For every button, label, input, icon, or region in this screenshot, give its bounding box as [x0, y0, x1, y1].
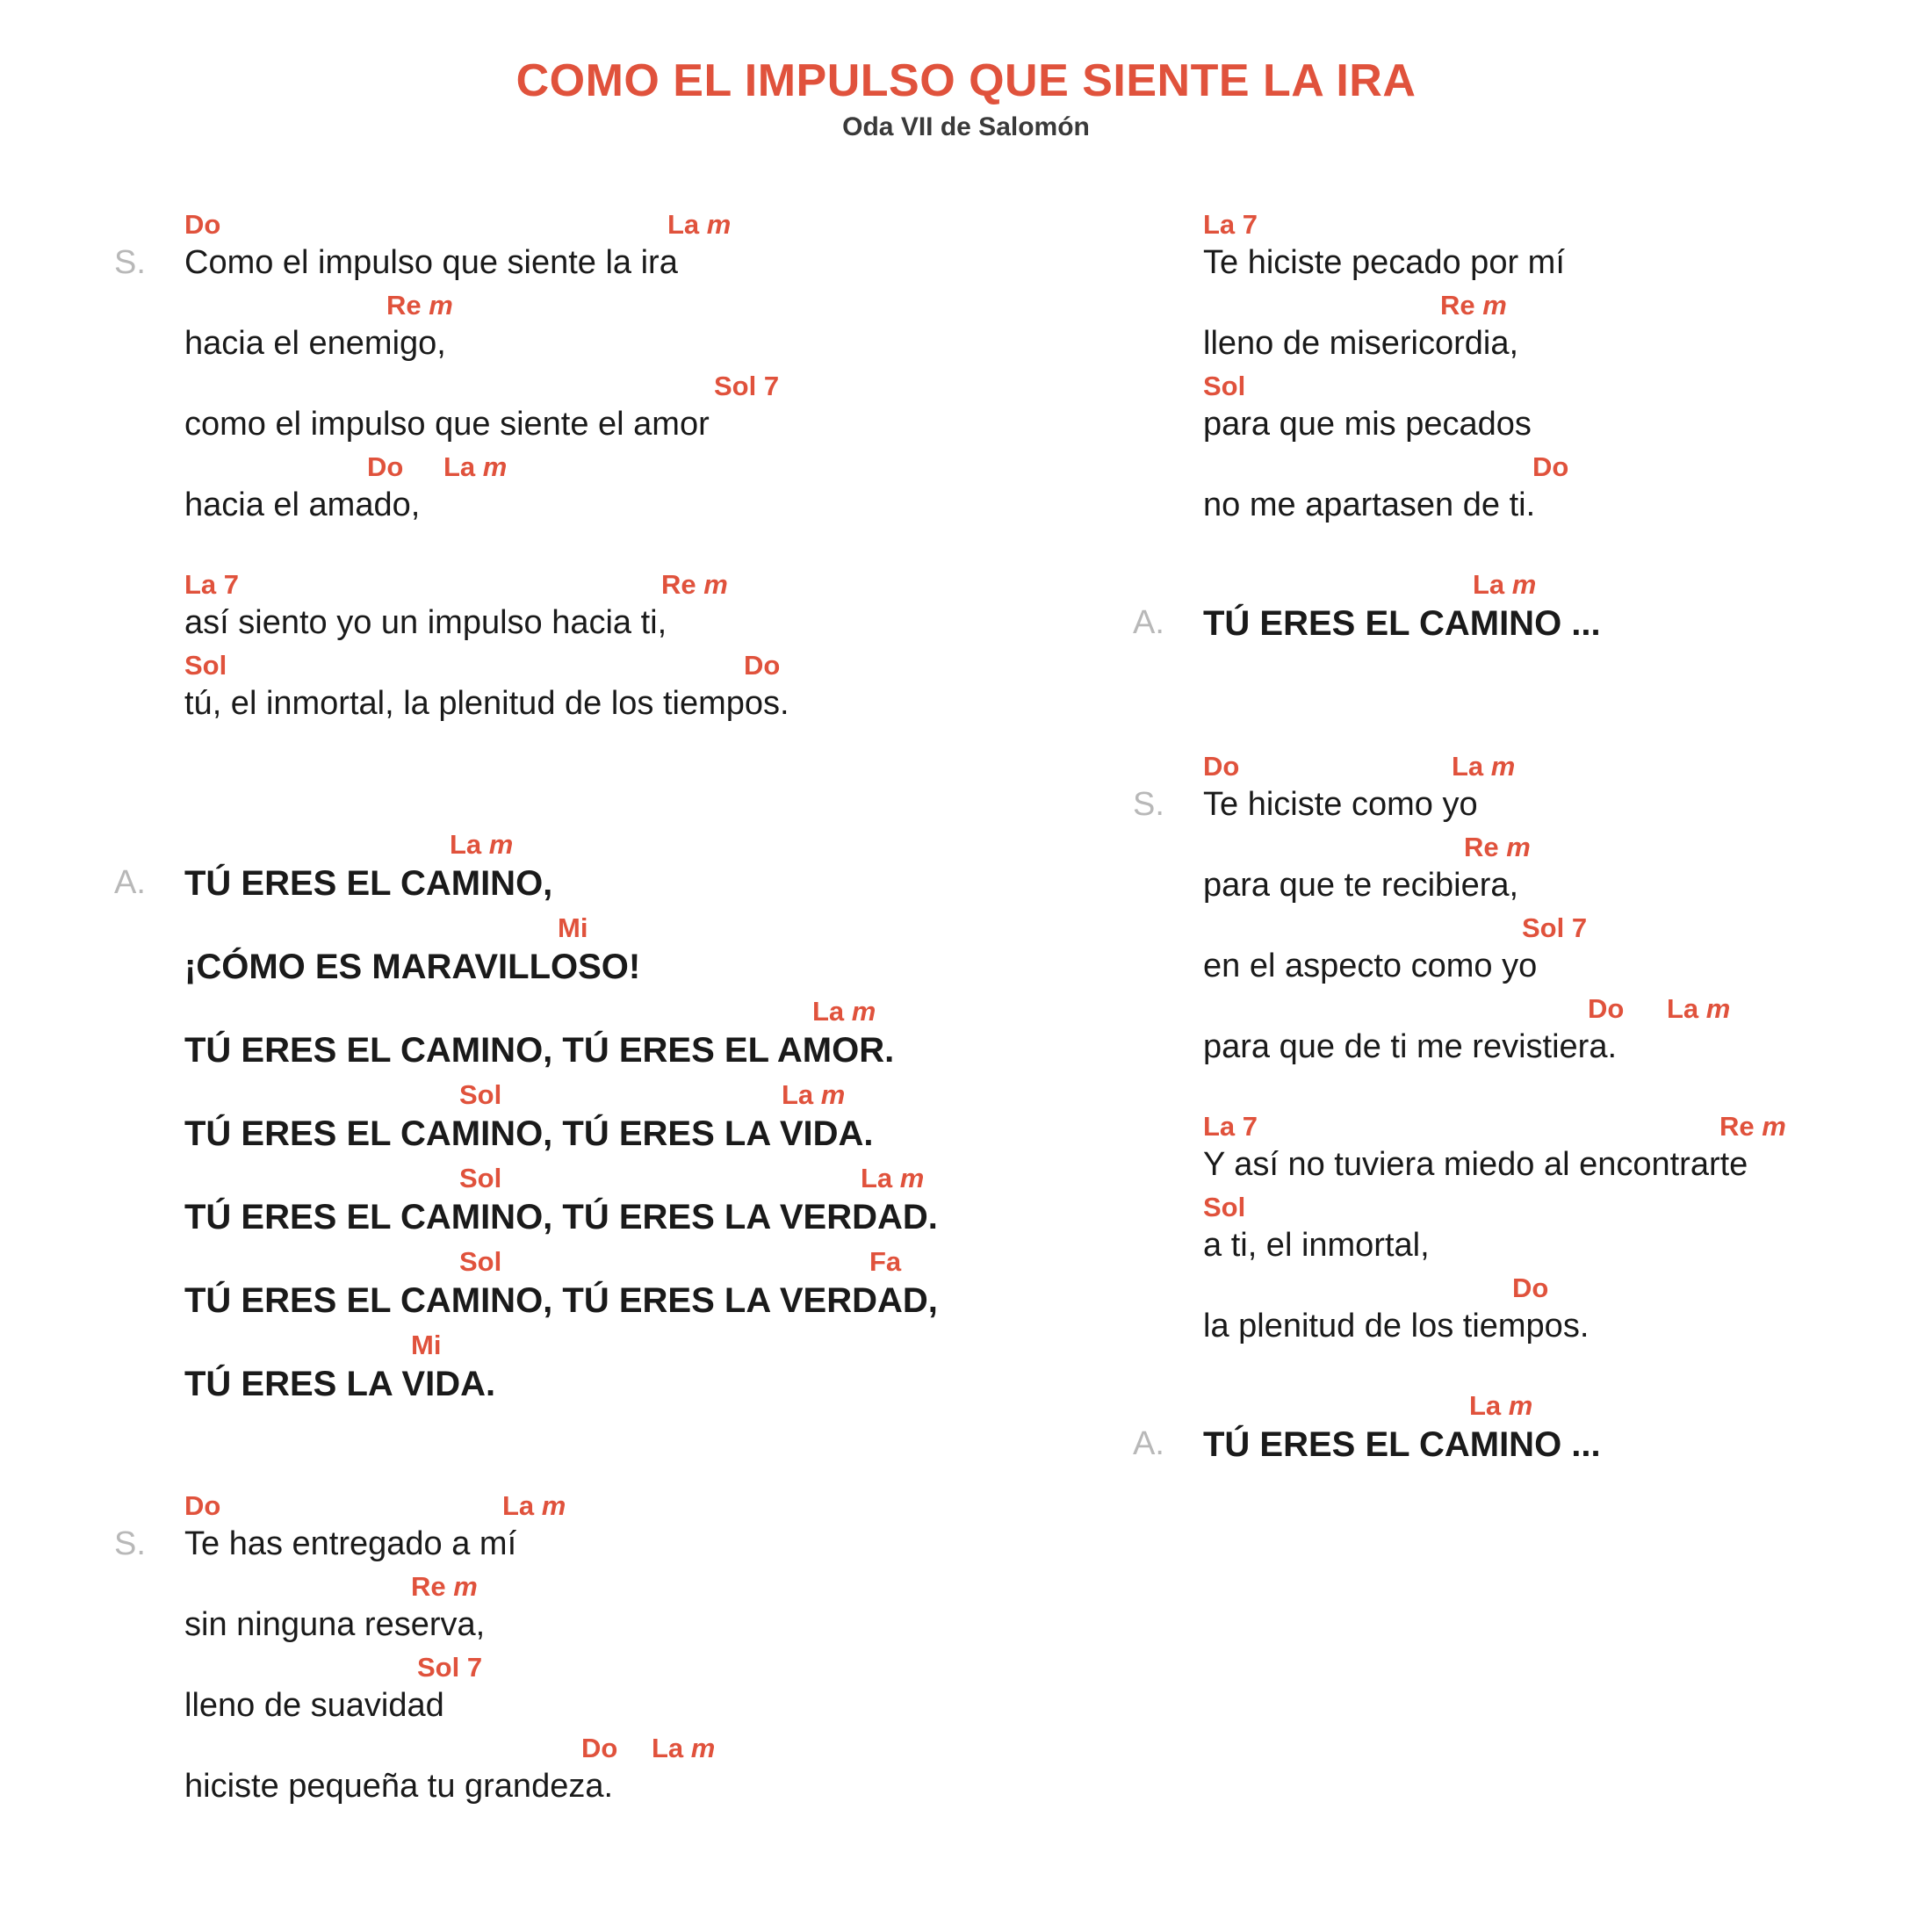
chord-row: [184, 1571, 975, 1603]
chord-row: [1203, 1192, 1932, 1223]
chord: La m: [1452, 751, 1516, 782]
chord: Mi: [411, 1330, 442, 1360]
song-line: [114, 1733, 992, 1813]
chord-row: [184, 650, 975, 681]
chord: Do: [184, 1490, 221, 1521]
song-subtitle: Oda VII de Salomón: [842, 112, 1090, 141]
chord-row: [184, 912, 975, 944]
lyric-text: hacia el enemigo,: [184, 325, 446, 362]
song-line: [1133, 993, 1906, 1074]
chord: Re m: [1440, 290, 1507, 321]
lyric-text: TÚ ERES EL CAMINO, TÚ ERES EL AMOR.: [184, 1031, 895, 1070]
lyric-text: sin ninguna reserva,: [184, 1606, 486, 1643]
chord: La m: [812, 996, 876, 1027]
song-line: [1133, 451, 1906, 532]
chord: Fa: [869, 1246, 902, 1277]
song-line: [114, 650, 992, 731]
chord: Sol: [459, 1163, 502, 1193]
chord: La m: [1473, 569, 1537, 600]
song-line: [1133, 751, 1906, 832]
lyric-text: Te has entregado a mí: [184, 1525, 517, 1562]
chord: La 7: [1203, 209, 1258, 240]
chord: Sol 7: [417, 1652, 483, 1683]
right-column: [1133, 209, 1906, 1474]
chord-row: [1203, 912, 1932, 944]
lyric-text: para que mis pecados: [1203, 406, 1532, 443]
verse-block: [1133, 751, 1906, 1074]
song-line: [1133, 1390, 1906, 1474]
chord-row: [184, 290, 975, 321]
chord-row: [184, 1079, 975, 1111]
chord: La m: [443, 451, 508, 482]
chord: Sol 7: [1522, 912, 1588, 943]
song-line: [1133, 1192, 1906, 1272]
chord-row: [184, 1163, 975, 1194]
song-line: [114, 996, 992, 1079]
lyric-text: en el aspecto como yo: [1203, 948, 1538, 984]
chord: La m: [450, 829, 514, 860]
song-line: [114, 1246, 992, 1330]
lyric-text: para que de ti me revistiera.: [1203, 1028, 1618, 1065]
song-title: COMO EL IMPULSO QUE SIENTE LA IRA: [515, 55, 1417, 106]
chord: Do: [1532, 451, 1569, 482]
chord: La m: [502, 1490, 566, 1521]
song-line: [114, 1330, 992, 1413]
song-line: [114, 1571, 992, 1652]
chord-row: [184, 1330, 975, 1361]
song-line: [114, 829, 992, 912]
part-marker: S.: [1133, 786, 1164, 823]
chord-row: [1203, 832, 1932, 863]
chord: Sol: [1203, 1192, 1246, 1222]
part-marker: A.: [114, 864, 146, 901]
chord-row: [184, 371, 975, 402]
chord-row: [184, 996, 975, 1027]
chord: Do: [744, 650, 781, 681]
chord-row: [184, 829, 975, 861]
chord: Sol 7: [714, 371, 780, 401]
lyric-text: lleno de suavidad: [184, 1687, 444, 1724]
lyric-text: TÚ ERES EL CAMINO ...: [1203, 604, 1601, 643]
chord-row: [1203, 569, 1932, 601]
lyric-text: lleno de misericordia,: [1203, 325, 1519, 362]
part-marker: S.: [114, 1525, 146, 1562]
lyric-text: TÚ ERES EL CAMINO, TÚ ERES LA VERDAD.: [184, 1198, 938, 1236]
chord: Re m: [386, 290, 453, 321]
song-line: [1133, 290, 1906, 371]
chord: Do: [1512, 1272, 1549, 1303]
lyric-text: tú, el inmortal, la plenitud de los tiempos.: [184, 685, 789, 722]
chord: La m: [1667, 993, 1731, 1024]
lyric-text: hiciste pequeña tu grandeza.: [184, 1768, 614, 1805]
lyric-text: no me apartasen de ti.: [1203, 487, 1536, 523]
song-line: [114, 1163, 992, 1246]
song-line: [114, 1652, 992, 1733]
chord: Sol: [459, 1079, 502, 1110]
chord-row: [1203, 993, 1932, 1025]
song-line: [114, 209, 992, 290]
chord: La m: [782, 1079, 846, 1110]
chord-row: [1203, 751, 1932, 782]
chord: Sol: [184, 650, 227, 681]
chord-row: [1203, 1111, 1932, 1143]
lyric-text: TÚ ERES EL CAMINO ...: [1203, 1425, 1601, 1464]
chord-row: [184, 1733, 975, 1764]
lyric-text: Te hiciste como yo: [1203, 786, 1478, 823]
song-line: [114, 451, 992, 532]
lyric-text: como el impulso que siente el amor: [184, 406, 710, 443]
chord: Do: [367, 451, 404, 482]
chord: Do: [1588, 993, 1625, 1024]
lyric-text: así siento yo un impulso hacia ti,: [184, 604, 667, 641]
chord: La m: [1469, 1390, 1533, 1421]
song-line: [1133, 371, 1906, 451]
lyric-text: hacia el amado,: [184, 487, 421, 523]
chord: La m: [667, 209, 732, 240]
lyric-text: Te hiciste pecado por mí: [1203, 244, 1565, 281]
verse-block: [114, 1490, 992, 1813]
song-line: [114, 569, 992, 650]
chord: Do: [581, 1733, 618, 1763]
lyric-text: a ti, el inmortal,: [1203, 1227, 1430, 1264]
lyric-text: TÚ ERES EL CAMINO, TÚ ERES LA VERDAD,: [184, 1281, 938, 1320]
chord-row: [184, 569, 975, 601]
lyric-text: para que te recibiera,: [1203, 867, 1519, 904]
part-marker: S.: [114, 244, 146, 281]
chord: Re m: [661, 569, 728, 600]
chord: Re m: [1464, 832, 1531, 862]
song-line: [114, 1490, 992, 1571]
chord-row: [1203, 209, 1932, 241]
chord: Re m: [1719, 1111, 1786, 1142]
chord-row: [184, 209, 975, 241]
chord-row: [184, 451, 975, 483]
verse-block: [114, 209, 992, 532]
lyric-text: TÚ ERES LA VIDA.: [184, 1365, 496, 1403]
chord-row: [184, 1490, 975, 1522]
song-line: [1133, 209, 1906, 290]
lyric-text: TÚ ERES EL CAMINO, TÚ ERES LA VIDA.: [184, 1114, 874, 1153]
chord-row: [1203, 290, 1932, 321]
chord-row: [1203, 451, 1932, 483]
chord-row: [184, 1652, 975, 1683]
chorus-block: [1133, 1390, 1906, 1474]
song-line: [114, 371, 992, 451]
chord: La 7: [1203, 1111, 1258, 1142]
part-marker: A.: [1133, 1425, 1164, 1462]
verse-block: [1133, 209, 1906, 532]
chord: Sol: [459, 1246, 502, 1277]
song-line: [1133, 912, 1906, 993]
song-line: [1133, 569, 1906, 652]
chord: Re m: [411, 1571, 478, 1602]
chord: Do: [184, 209, 221, 240]
verse-block: [114, 569, 992, 731]
lyric-text: TÚ ERES EL CAMINO,: [184, 864, 553, 903]
song-line: [1133, 1272, 1906, 1353]
lyric-text: la plenitud de los tiempos.: [1203, 1308, 1590, 1344]
chord: Mi: [558, 912, 588, 943]
lyric-text: Y así no tuviera miedo al encontrarte: [1203, 1146, 1748, 1183]
chorus-block: [114, 829, 992, 1413]
song-line: [114, 290, 992, 371]
chord: Sol: [1203, 371, 1246, 401]
lyric-text: ¡CÓMO ES MARAVILLOSO!: [184, 948, 641, 986]
chorus-block: [1133, 569, 1906, 652]
verse-block: [1133, 1111, 1906, 1353]
song-line: [1133, 832, 1906, 912]
chord: La m: [861, 1163, 925, 1193]
left-column: [114, 209, 992, 1813]
song-line: [114, 1079, 992, 1163]
chord: Do: [1203, 751, 1240, 782]
chord-row: [184, 1246, 975, 1278]
part-marker: A.: [1133, 604, 1164, 641]
lyric-text: Como el impulso que siente la ira: [184, 244, 678, 281]
chord: La m: [652, 1733, 716, 1763]
chord-row: [1203, 1390, 1932, 1422]
song-line: [114, 912, 992, 996]
chord-row: [1203, 371, 1932, 402]
chord: La 7: [184, 569, 240, 600]
song-line: [1133, 1111, 1906, 1192]
chord-row: [1203, 1272, 1932, 1304]
